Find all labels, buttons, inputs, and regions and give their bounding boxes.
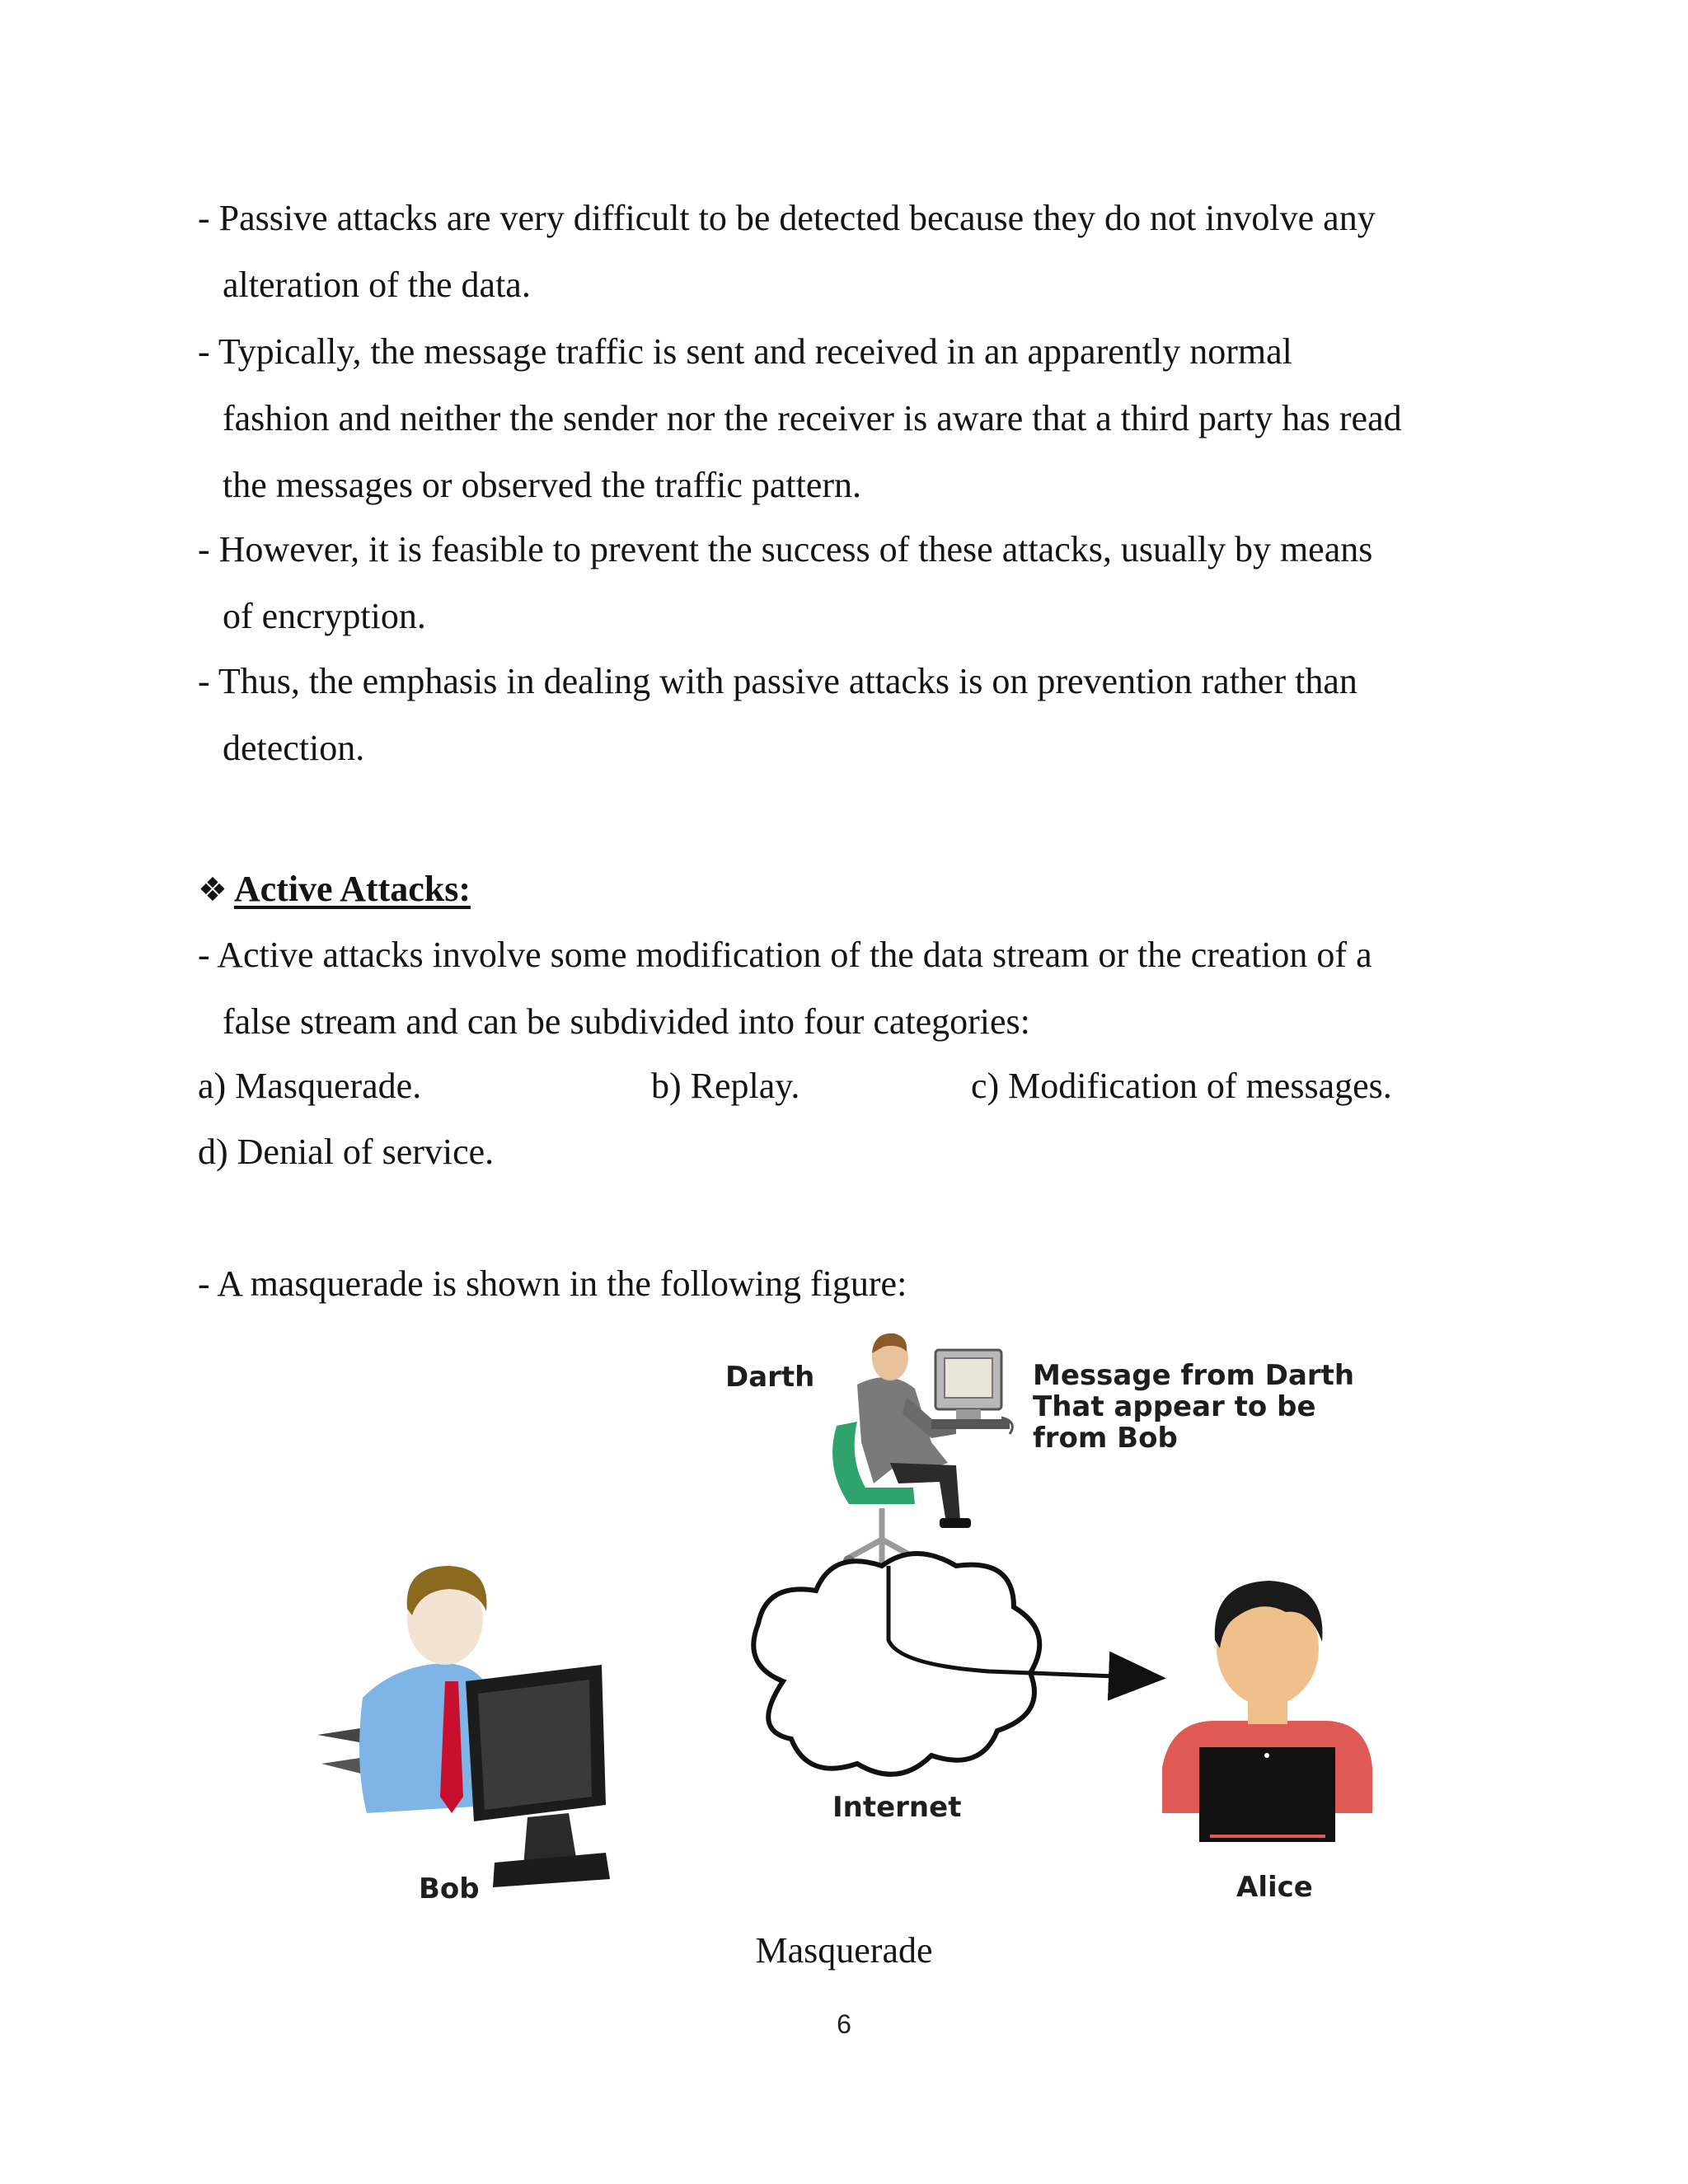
text-line: detection. [223,728,365,768]
category-denial-of-service: d) Denial of service. [198,1132,495,1172]
alice-person-with-laptop-icon [1162,1581,1372,1842]
text-line: - Typically, the message traffic is sent and received in an apparently normal [198,331,1292,372]
category-modification: c) Modification of messages. [971,1066,1392,1106]
category-replay: b) Replay. [651,1066,800,1106]
text-line: of encryption. [223,596,426,636]
text-line: - A masquerade is shown in the following figure: [198,1263,907,1304]
bob-person-at-monitor-icon [317,1566,610,1887]
darth-label: Darth [725,1361,815,1394]
paragraph-prevent-encryption [198,516,1533,649]
message-line-1: Message from Darth [1033,1359,1355,1392]
text-line: - Active attacks involve some modification of the data stream or the creation of a [198,935,1372,975]
internet-label: Internet [832,1791,962,1824]
page-number: 6 [837,2009,851,2039]
message-line-2: That appear to be [1033,1390,1316,1423]
paragraph-message-traffic [198,318,1533,518]
heading-text: Active Attacks: [233,869,471,909]
text-line: alteration of the data. [223,265,531,305]
text-line: false stream and can be subdivided into four categories: [223,1001,1030,1042]
bob-label: Bob [419,1872,480,1905]
message-line-3: from Bob [1033,1422,1178,1455]
figure-caption: Masquerade [755,1930,933,1971]
text-line: fashion and neither the sender nor the receiver is aware that a third party has read [223,398,1402,438]
paragraph-prevention-emphasis [198,648,1533,781]
paragraph-active-intro [198,921,1533,1055]
paragraph-masquerade-intro [198,1250,1533,1317]
diamond-bullet-icon: ❖ [198,871,227,909]
category-masquerade: a) Masquerade. [198,1066,422,1106]
darth-person-at-computer-icon [832,1333,1012,1575]
text-line: - However, it is feasible to prevent the success of these attacks, usually by means [198,529,1373,569]
section-heading-active-attacks [198,855,471,924]
text-line: the messages or observed the traffic pattern. [223,465,862,505]
masquerade-figure [0,1319,1688,1929]
text-line: - Thus, the emphasis in dealing with passive attacks is on prevention rather than [198,661,1357,701]
paragraph-passive-detection [198,185,1533,318]
text-line: - Passive attacks are very difficult to be detected because they do not involve any [198,198,1376,238]
alice-label: Alice [1236,1871,1313,1904]
internet-cloud-icon [753,1554,1039,1774]
